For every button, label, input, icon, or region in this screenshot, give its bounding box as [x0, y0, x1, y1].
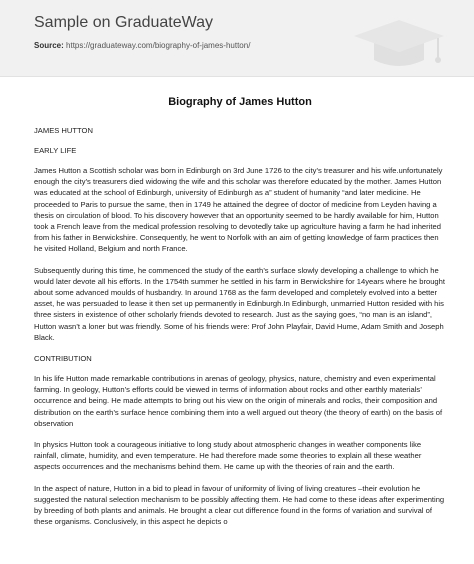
source-url[interactable]: https://graduateway.com/biography-of-james-hutton/ — [66, 41, 251, 50]
paragraph: James Hutton a Scottish scholar was born in Edinburgh on 3rd June 1726 to the city’s treasurer and his wife.unfortunately enough the city’s treasurers died widowing the wife and this scholar was therefore educated by the mother. James Hutton was educated at the school of Edinburgh, university of Edinburgh as a” student of humanity “and later medicine. He proceeded to Paris to pursue the same, then in 1749 he attained the degree of doctor of medicine from Leyden having a thesis on circulation of blood. To his discovery however that an opportunity seemed to be hardly available for him, Hutton took a French leave from the medical profession resolving to devotedly take up agriculture having a farm he had inherited from his father in Berwickshire. Consequently, he went to Norfolk with an aim of getting knowledge of farm practices then he visited Holland, Belgium and north France. — [34, 166, 443, 254]
source-line — [34, 41, 250, 50]
source-label: Source: — [34, 41, 64, 50]
paragraph: In physics Hutton took a courageous initiative to long study about atmospheric changes in weather components like rainfall, climate, humidity, and even temperature. He had therefore made some theories to explain all these weather aspects occurrences and the mechanisms behind them. He came up with the theories of rain and the earth. — [34, 440, 422, 472]
heading-contribution: CONTRIBUTION — [34, 354, 92, 364]
heading-name: JAMES HUTTON — [34, 126, 93, 135]
page-header — [0, 0, 474, 77]
document-body — [34, 96, 446, 537]
document-title: Biography of James Hutton — [168, 96, 312, 108]
bottom-fade-overlay — [0, 534, 474, 564]
heading-early-life: EARLY LIFE — [34, 146, 77, 155]
paragraph: In his life Hutton made remarkable contributions in arenas of geology, physics, nature, chemistry and even experimental farming. In geology, Hutton’s efforts could be viewed in terms of information about rocks and other earthly materials’ occurrence and being. He made attempts to bring out his view on the origin of minerals and rocks, their composition and distribution on the earth’s surface hence combining them into a well argued out theory (the theory of earth) on the basis of observation — [34, 374, 443, 428]
paragraph: Subsequently during this time, he commenced the study of the earth’s surface slowly developing a challenge to which he would later devote all his efforts. In the 1754th summer he settled in his farm in Berwickshire for 14years where he brought about some advanced moulds of husbandry. In around 1768 as the farm developed and completely evolved into a better asset, he was persuaded to lease it then set up permanently in Edinburgh.In Edinburgh, unmarried Hutton resided with his three sisters in existence of other scholarly friends devoted to research. Just as the saying goes, “no man is an island”, Hutton wasn’t a loner but was friendly. Some of his friends were: Prof John Playfair, David Hume, Adam Smith and Joseph Black. — [34, 265, 445, 342]
site-title[interactable]: Sample on GraduateWay — [34, 14, 214, 31]
paragraph: In the aspect of nature, Hutton in a bid to plead in favour of uniformity of living of living creatures –their evolution he suggested the natural selection mechanism to be possibly affecting them. He had come to these ideas after experimenting by breeding of both plants and animals. He brought a clear cut difference found in the forms of variation and survival of these organisms. Conclusively, in this aspect he depicts o — [34, 483, 445, 527]
graduation-cap-icon — [352, 14, 447, 74]
